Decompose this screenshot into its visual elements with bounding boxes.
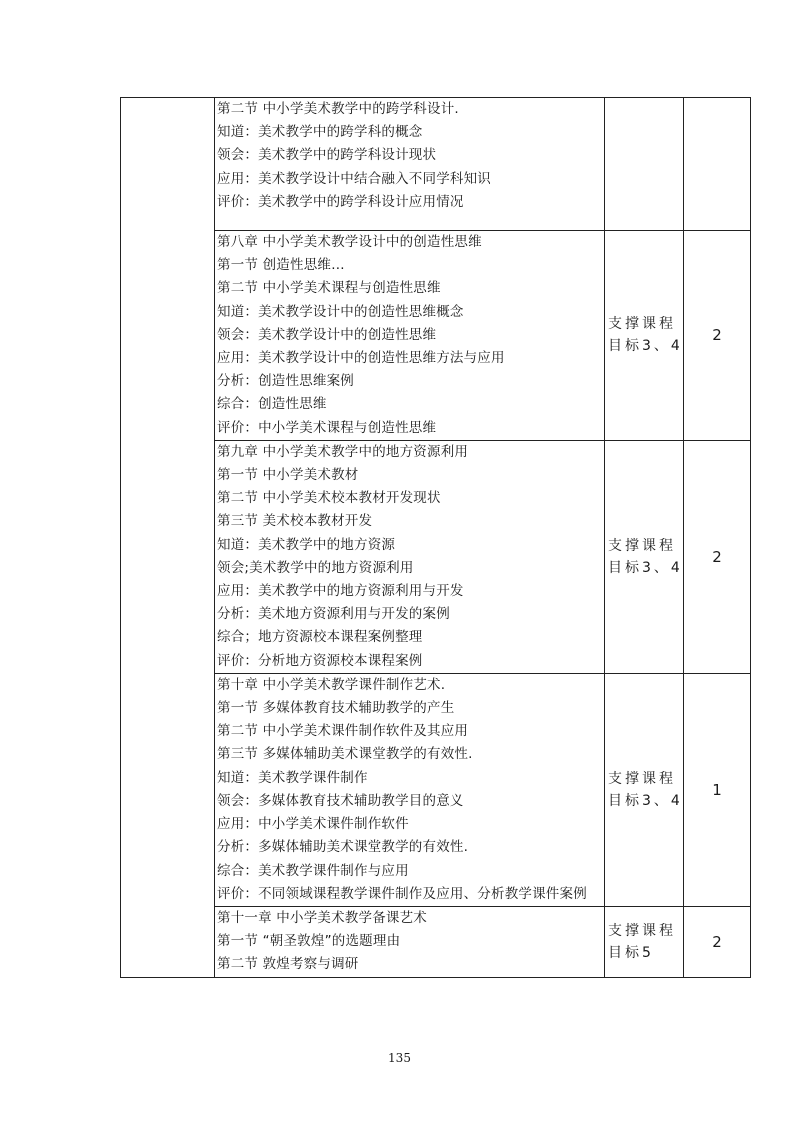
content-line: 评价：中小学美术课程与创造性思维	[217, 419, 437, 436]
content-line: 分析：美术地方资源利用与开发的案例	[217, 606, 450, 623]
content-line: 第一节 多媒体教育技术辅助教学的产生	[217, 700, 455, 717]
content-line: 综合：美术教学课件制作与应用	[217, 862, 409, 879]
content-line: 知道：美术教学设计中的创造性思维概念	[217, 303, 464, 320]
content-line: 第十一章 中小学美术教学备课艺术	[217, 909, 427, 926]
content-line: 第八章 中小学美术教学设计中的创造性思维	[217, 234, 482, 251]
content-line: 第二节 中小学美术课程与创造性思维	[217, 280, 441, 297]
support-cell	[605, 231, 684, 441]
support-text: 支撑课程目标3、4	[608, 770, 683, 809]
content-line: 知道：美术教学课件制作	[217, 769, 368, 786]
support-cell	[605, 440, 684, 673]
content-line: 评价：不同领域课程教学课件制作及应用、分析教学课件案例	[217, 885, 587, 902]
page-number: 135	[388, 1051, 411, 1065]
hours-cell: 2	[684, 231, 751, 441]
content-line: 评价：分析地方资源校本课程案例	[217, 652, 423, 669]
hours-cell: 1	[684, 673, 751, 906]
content-line: 分析：创造性思维案例	[217, 373, 354, 390]
hours-cell: 2	[684, 440, 751, 673]
content-line: 评价：美术教学中的跨学科设计应用情况	[217, 193, 464, 210]
content-line: 第三节 多媒体辅助美术课堂教学的有效性.	[217, 746, 473, 763]
hours-cell	[684, 98, 751, 231]
content-line: 第二节 中小学美术教学中的跨学科设计.	[217, 101, 459, 117]
content-line: 应用：美术教学设计中的创造性思维方法与应用	[217, 350, 505, 367]
content-line: 领会：多媒体教育技术辅助教学目的意义	[217, 792, 464, 809]
content-line: 分析：多媒体辅助美术课堂教学的有效性.	[217, 839, 469, 856]
content-line: 知道：美术教学中的地方资源	[217, 536, 396, 553]
content-line: 第三节 美术校本教材开发	[217, 513, 373, 530]
content-line: 第十章 中小学美术教学课件制作艺术.	[217, 676, 446, 693]
syllabus-table	[120, 97, 751, 978]
support-cell	[605, 98, 684, 231]
content-line: 领会：美术教学中的跨学科设计现状	[217, 147, 437, 164]
content-cell	[215, 906, 605, 977]
support-text: 支撑课程目标5	[608, 922, 676, 961]
support-cell	[605, 906, 684, 977]
content-cell	[215, 98, 605, 231]
hours-cell: 2	[684, 906, 751, 977]
table-row	[121, 231, 751, 441]
content-line: 领会：美术教学设计中的创造性思维	[217, 326, 437, 343]
content-line: 综合：创造性思维	[217, 396, 327, 413]
table-row	[121, 673, 751, 906]
content-line: 第一节 中小学美术教材	[217, 467, 359, 484]
content-line: 知道：美术教学中的跨学科的概念	[217, 124, 423, 141]
content-cell	[215, 231, 605, 441]
content-cell	[215, 440, 605, 673]
content-line: 应用：中小学美术课件制作软件	[217, 816, 409, 833]
content-line: 应用：美术教学设计中结合融入不同学科知识	[217, 170, 491, 187]
table-row	[121, 98, 751, 231]
content-line: 第二节 中小学美术课件制作软件及其应用	[217, 723, 469, 740]
table-row	[121, 440, 751, 673]
content-line: 应用：美术教学中的地方资源利用与开发	[217, 583, 464, 600]
category-cell	[121, 98, 215, 978]
content-line: 领会;美术教学中的地方资源利用	[217, 559, 414, 576]
content-cell	[215, 673, 605, 906]
table-row	[121, 906, 751, 977]
content-line: 第一节 创造性思维…	[217, 257, 345, 274]
content-line: 第九章 中小学美术教学中的地方资源利用	[217, 443, 469, 460]
content-line: 第二节 敦煌考察与调研	[217, 956, 359, 973]
support-text: 支撑课程目标3、4	[608, 316, 683, 355]
content-line: 综合；地方资源校本课程案例整理	[217, 629, 423, 646]
support-cell	[605, 673, 684, 906]
content-line: 第二节 中小学美术校本教材开发现状	[217, 490, 441, 507]
content-line: 第一节 “朝圣敦煌”的选题理由	[217, 933, 401, 950]
support-text: 支撑课程目标3、4	[608, 537, 683, 576]
